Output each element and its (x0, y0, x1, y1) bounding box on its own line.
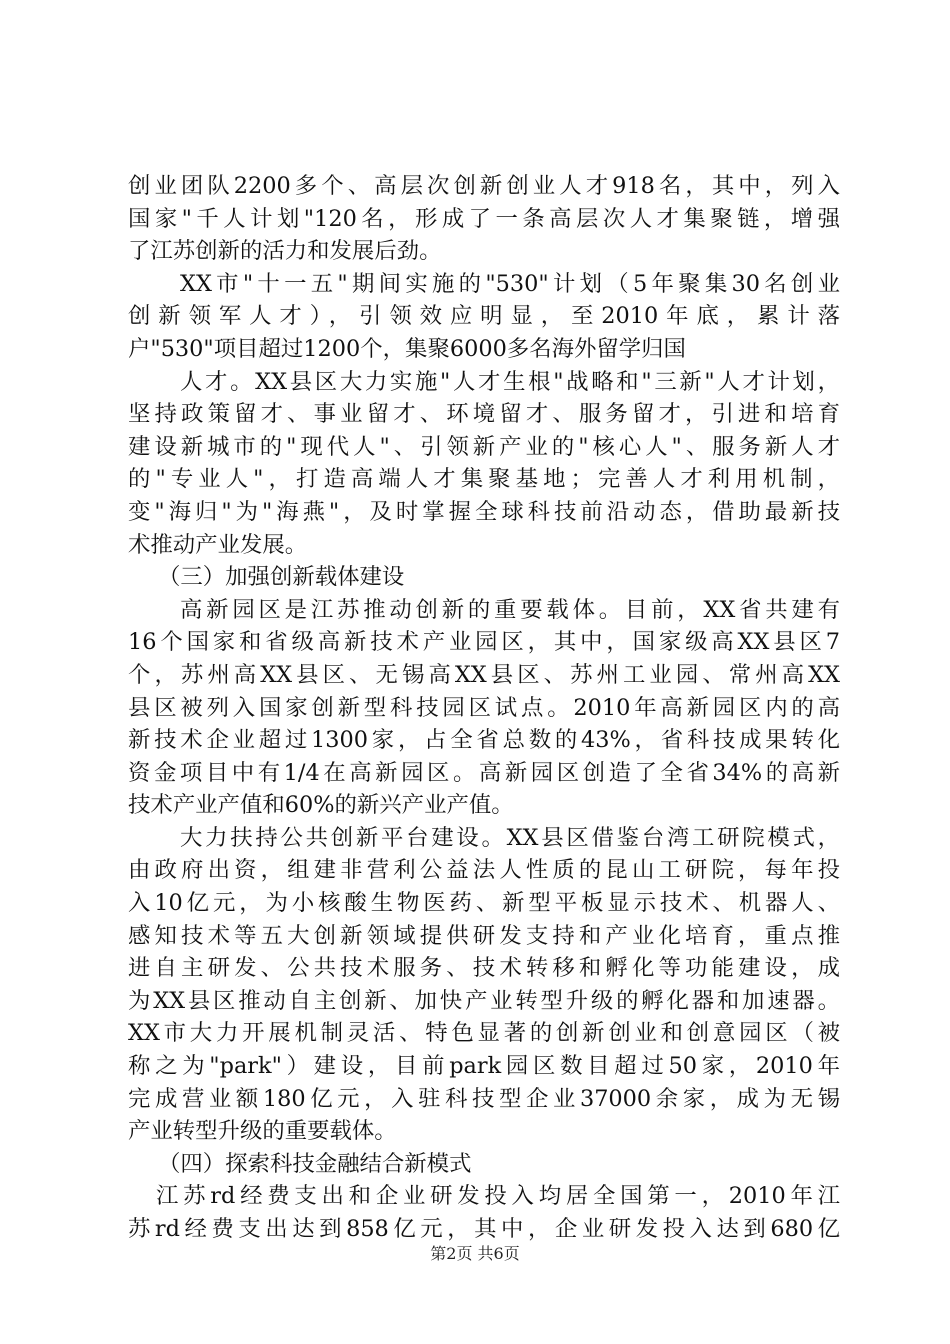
text-line: 术推动产业发展。 (128, 531, 308, 558)
text-line: 创业团队2200多个、高层次创新创业人才918名，其中，列入 (128, 173, 840, 199)
text-line: 的"专业人"，打造高端人才集聚基地；完善人才利用机制， (128, 466, 840, 493)
section-heading: （四）探索科技金融结合新模式 (158, 1150, 472, 1177)
text-line: 完成营业额180亿元，入驻科技型企业37000余家，成为无锡 (128, 1085, 840, 1112)
text-line: 苏rd经费支出达到858亿元，其中，企业研发投入达到680亿 (128, 1216, 840, 1242)
text-line: 新技术企业超过1300家，占全省总数的43%，省科技成果转化 (128, 727, 840, 754)
document-body (128, 170, 840, 1246)
text-line: 由政府出资，组建非营利公益法人性质的昆山工研院，每年投 (128, 857, 840, 884)
text-line: 户"530"项目超过1200个，集聚6000多名海外留学归国 (128, 335, 686, 362)
text-line: 产业转型升级的重要载体。 (128, 1118, 397, 1145)
text-line: 个，苏州高XX县区、无锡高XX县区、苏州工业园、常州高XX (128, 661, 840, 688)
text-line: 变"海归"为"海燕"，及时掌握全球科技前沿动态，借助最新技 (128, 498, 840, 525)
text-line: 称之为"park"）建设，目前park园区数目超过50家，2010年 (128, 1053, 840, 1080)
text-line: 县区被列入国家创新型科技园区试点。2010年高新园区内的高 (128, 694, 840, 721)
text-line: 了江苏创新的活力和发展后劲。 (128, 238, 442, 265)
text-line: XX市大力开展机制灵活、特色显著的创新创业和创意园区（被 (128, 1020, 840, 1047)
text-line: 16个国家和省级高新技术产业园区，其中，国家级高XX县区7 (128, 629, 840, 656)
page-number-footer: 第2页 共6页 (430, 1244, 520, 1263)
text-line: 感知技术等五大创新领域提供研发支持和产业化培育，重点推 (128, 922, 840, 949)
paragraph-first-line: 高新园区是江苏推动创新的重要载体。目前，XX省共建有 (180, 596, 840, 623)
text-line: 入10亿元，为小核酸生物医药、新型平板显示技术、机器人、 (128, 890, 840, 917)
paragraph-first-line: XX市"十一五"期间实施的"530"计划（5年聚集30名创业 (180, 270, 840, 297)
section-heading: （三）加强创新载体建设 (158, 564, 405, 591)
text-line: 进自主研发、公共技术服务、技术转移和孵化等功能建设，成 (128, 955, 840, 982)
text-line: 国家"千人计划"120名，形成了一条高层次人才集聚链，增强 (128, 205, 840, 232)
paragraph-first-line: 江苏rd经费支出和企业研发投入均居全国第一，2010年江 (156, 1183, 840, 1210)
paragraph-first-line: 大力扶持公共创新平台建设。XX县区借鉴台湾工研院模式， (180, 824, 840, 851)
text-line: 创新领军人才），引领效应明显，至2010年底，累计落 (128, 303, 840, 330)
text-line: 技术产业产值和60%的新兴产业产值。 (128, 792, 514, 819)
paragraph-first-line: 人才。XX县区大力实施"人才生根"战略和"三新"人才计划， (180, 368, 840, 395)
text-line: 建设新城市的"现代人"、引领新产业的"核心人"、服务新人才 (128, 433, 840, 460)
text-line: 资金项目中有1/4在高新园区。高新园区创造了全省34%的高新 (128, 759, 840, 786)
text-line: 为XX县区推动自主创新、加快产业转型升级的孵化器和加速器。 (128, 987, 840, 1014)
text-line: 坚持政策留才、事业留才、环境留才、服务留才，引进和培育 (128, 401, 840, 428)
